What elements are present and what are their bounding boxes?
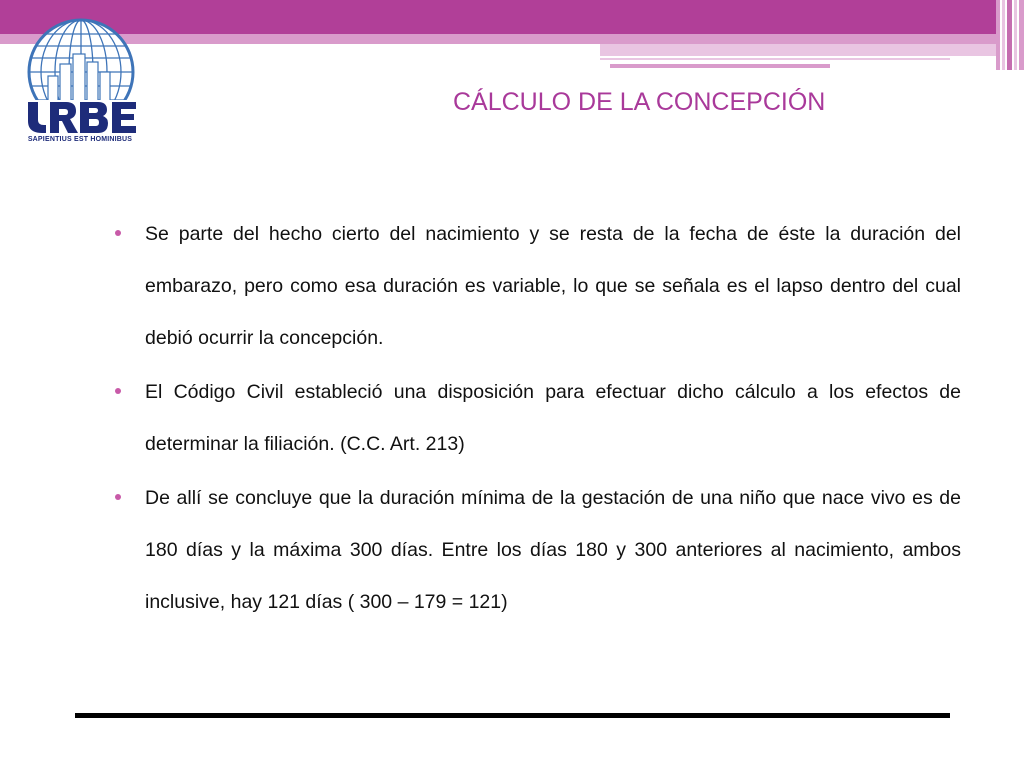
top-decorative-line bbox=[600, 58, 950, 60]
urbe-logo bbox=[20, 14, 142, 150]
top-decorative-line-2 bbox=[610, 64, 830, 68]
top-decorative-stripe bbox=[600, 44, 1000, 56]
vertical-stripes-decoration bbox=[996, 0, 1024, 70]
bullet-item bbox=[115, 208, 961, 364]
bullet-dot-icon bbox=[115, 230, 121, 236]
top-decorative-band-light bbox=[0, 34, 1000, 44]
bullet-text: De allí se concluye que la duración mínima de la gestación de una niño que nace vivo es de 180 días y la máxima 300 días. Entre los días 180 y 300 anteriores al nacimiento, ambos inclusive, hay 121 días ( 300 – 179 = 121) bbox=[145, 487, 961, 613]
logo-caption: SAPIENTIUS EST HOMINIBUS bbox=[27, 136, 133, 143]
top-decorative-band bbox=[0, 0, 1000, 34]
bullet-item bbox=[115, 366, 961, 470]
bottom-rule bbox=[75, 713, 950, 718]
bullet-item bbox=[115, 472, 961, 628]
bullet-text: El Código Civil estableció una disposición para efectuar dicho cálculo a los efectos de determinar la filiación. (C.C. Art. 213) bbox=[145, 381, 961, 455]
slide-title: CÁLCULO DE LA CONCEPCIÓN bbox=[453, 88, 826, 116]
bullet-dot-icon bbox=[115, 494, 121, 500]
bullet-list bbox=[115, 208, 961, 630]
bullet-text: Se parte del hecho cierto del nacimiento y se resta de la fecha de éste la duración del embarazo, pero como esa duración es variable, lo que se señala es el lapso dentro del cual debió ocurrir la concepción. bbox=[145, 223, 961, 349]
urbe-wordmark bbox=[26, 100, 136, 134]
bullet-dot-icon bbox=[115, 388, 121, 394]
